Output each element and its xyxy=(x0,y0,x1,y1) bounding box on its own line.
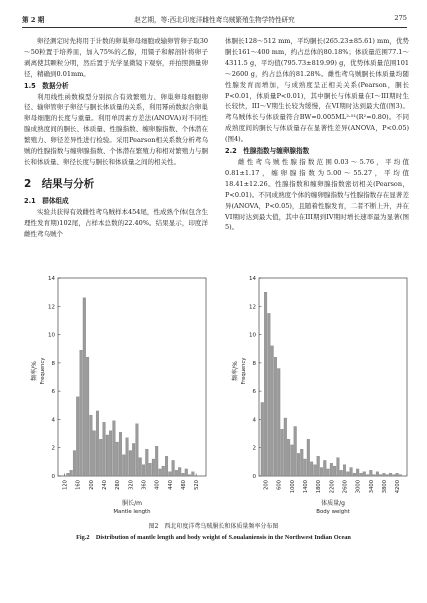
histogram-bar xyxy=(350,468,353,476)
histogram-bar xyxy=(376,472,379,476)
body-paragraph: 雌性鸢乌贼性腺指数范围0.03～5.76，平均值0.81±1.17，缠卵腺指数为5.00～55.27，平均值18.41±12.26。性腺指数和缠卵腺指数密切相关(Pearson，P<0.01)。不同成熟度个体的缠卵腺指数与性腺指数存在显著差异(ANOVA，P<0.05)，且随着性腺发育，二者不断上升，并在VI期时达到最大值，其中在III期到IV期时增长速率最为显著(图5)。 xyxy=(225,157,409,232)
histogram-bar xyxy=(106,435,109,476)
histogram-bar xyxy=(363,472,366,476)
histogram-bar xyxy=(304,459,307,476)
histogram-bar xyxy=(86,357,89,476)
body-paragraph: 卵径测定时先将用于计数的卵巢卵母细胞或输卵管卵子取30～50粒置于培养皿，加入75%的乙醇，用镊子和解剖针将卵子剥离使其颗粒分明，然后置于光学显微镜下观察，并拍照测量卵径，精确到0.01mm。 xyxy=(24,37,208,78)
body-weight-histogram xyxy=(223,272,413,516)
histogram-bar xyxy=(191,472,194,476)
histogram-bar xyxy=(90,415,93,476)
histogram-bar xyxy=(287,439,290,476)
histogram-bar xyxy=(159,469,162,476)
x-tick-label: 1000 xyxy=(289,480,296,494)
y-tick-label: 6 xyxy=(252,389,256,396)
histogram-bar xyxy=(264,292,267,476)
y-tick-label: 2 xyxy=(51,445,55,452)
histogram-bar xyxy=(297,453,300,476)
y-tick-label: 4 xyxy=(252,417,256,424)
histogram-bar xyxy=(396,473,399,476)
histogram-bar xyxy=(274,357,277,476)
y-tick-label: 12 xyxy=(249,304,256,311)
x-tick-label: 200 xyxy=(88,480,95,490)
histogram-bar xyxy=(70,470,73,476)
histogram-bar xyxy=(132,443,135,476)
y-tick-label: 8 xyxy=(51,360,55,367)
histogram-bar xyxy=(178,468,181,476)
histogram-bar xyxy=(182,473,185,476)
x-tick-label: 360 xyxy=(141,480,148,490)
histogram-bar xyxy=(353,473,356,476)
x-axis-label: 体质量/g xyxy=(321,500,345,507)
histogram-bar xyxy=(152,459,155,476)
histogram-bar xyxy=(399,475,402,476)
x-tick-label: 4200 xyxy=(395,480,402,494)
histogram-bar xyxy=(122,455,125,476)
y-axis-label-english: Frequency xyxy=(241,357,247,385)
histogram-bar xyxy=(281,429,284,476)
header-rule xyxy=(22,27,407,28)
x-tick-label: 480 xyxy=(180,480,187,490)
y-tick-label: 6 xyxy=(51,389,55,396)
histogram-bar xyxy=(116,442,119,476)
histogram-bar xyxy=(76,397,79,476)
subsection-heading: 1.5 数据分析 xyxy=(24,81,69,90)
histogram-bar xyxy=(175,470,178,476)
histogram-bar xyxy=(103,422,106,476)
histogram-bar xyxy=(80,350,83,476)
histogram-bar xyxy=(155,446,158,476)
histogram-bar xyxy=(366,475,369,476)
section-heading: 2 结果与分析 xyxy=(24,177,95,190)
histogram-bar xyxy=(383,473,386,476)
x-axis-label: 胴长/m xyxy=(122,500,142,507)
y-tick-label: 8 xyxy=(252,360,256,367)
histogram-bar xyxy=(73,451,76,476)
histogram-bar xyxy=(188,475,191,476)
histogram-bar xyxy=(389,473,392,476)
histogram-bar xyxy=(360,473,363,476)
histogram-bar xyxy=(93,431,96,476)
x-tick-label: 3800 xyxy=(381,480,388,494)
y-tick-label: 4 xyxy=(51,417,55,424)
histogram-bar xyxy=(113,421,116,476)
histogram-bar xyxy=(300,449,303,476)
right-text-column xyxy=(225,36,409,233)
subsection-heading: 2.2 性腺指数与缠卵腺指数 xyxy=(225,147,310,156)
x-axis-label-english: Mantle length xyxy=(113,509,151,515)
histogram-bar xyxy=(145,449,148,476)
y-tick-label: 10 xyxy=(249,332,256,339)
histogram-bar xyxy=(129,451,132,476)
histogram-bar xyxy=(168,472,171,476)
y-axis-label-english: Frequency xyxy=(40,357,46,385)
histogram-bar xyxy=(314,465,317,476)
histogram-bar xyxy=(268,313,271,476)
histogram-bar xyxy=(379,475,382,476)
issue-number: 第 2 期 xyxy=(22,16,45,24)
histogram-bar xyxy=(327,469,330,476)
left-text-column xyxy=(24,36,208,240)
histogram-bar xyxy=(346,472,349,476)
y-tick-label: 0 xyxy=(252,474,256,480)
histogram-bar xyxy=(109,431,112,476)
histogram-bar xyxy=(337,458,340,476)
histogram-bar xyxy=(373,475,376,476)
histogram-bar xyxy=(126,438,129,476)
y-tick-label: 14 xyxy=(48,276,55,282)
histogram-bar xyxy=(67,473,70,476)
subsection-heading: 2.1 群体组成 xyxy=(24,196,69,205)
histogram-bar xyxy=(139,458,142,476)
x-tick-label: 1400 xyxy=(303,480,310,494)
y-axis-label: 频率/% xyxy=(31,361,38,381)
histogram-bar xyxy=(271,346,274,476)
histogram-bar xyxy=(277,369,280,476)
body-paragraph: 利用线性函数模型分别拟合有效繁殖力、卵巢卵母细胞卵径、输卵管卵子卵径与胴长体质量的关系，利用幂函数拟合卵巢卵母细胞的长度与重量。利用单因素方差法(ANOVA)对不同性腺成熟度间的胴长、体质量、性腺指数、缠卵腺指数、个体潜在繁殖力、卵径差异性进行检验。采用Pearson相关系数分析鸢乌贼的性腺指数与缠卵腺指数、个体潜在繁殖力和相对繁殖力与胴长和体质量、卵径长度与胴长和体质量之间的相关性。 xyxy=(24,92,208,166)
histogram-bar xyxy=(330,463,333,476)
histogram-bar xyxy=(83,298,86,476)
histogram-bar xyxy=(284,418,287,476)
running-header xyxy=(22,14,407,28)
histogram-bar xyxy=(99,439,102,476)
histogram-bar xyxy=(291,445,294,476)
x-tick-label: 120 xyxy=(62,480,69,490)
y-axis-label: 频率/% xyxy=(232,361,239,381)
x-tick-label: 600 xyxy=(276,480,283,490)
x-tick-label: 320 xyxy=(128,480,135,490)
y-tick-label: 14 xyxy=(249,276,256,282)
x-tick-label: 2600 xyxy=(342,480,349,494)
histogram-bar xyxy=(136,424,139,476)
x-tick-label: 1800 xyxy=(316,480,323,494)
y-tick-label: 10 xyxy=(48,332,55,339)
body-paragraph: 体胴长128～512 mm，平均胴长(265.23±85.61) mm，优势胴长161～400 mm，约占总体的80.18%；体质量范围77.1～4311.5 g，平均值(795.73±819.99) g，优势体质量范围101～2600 g，约占总体的81.28%。雌性鸢乌贼胴长体质量均随性腺发育而增加，与成熟度呈正相关关系(Pearson，胴长P<0.01，体质量P<0.01)，其中胴长与体质量在I～III期时生长较快，III～V期生长较为缓慢，在VI期时达到最大值(图3)。鸢乌贼体长与体质量符合BW=0.005ML²·⁵¹(R²=0.80)。不同成熟度间的胴长与体质量存在显著性差异(ANOVA，P<0.05)(图4)。 xyxy=(225,37,409,144)
histogram-bar xyxy=(172,460,175,476)
page-number: 275 xyxy=(394,14,407,22)
histogram-bar xyxy=(185,469,188,476)
y-tick-label: 12 xyxy=(48,304,55,311)
x-tick-label: 240 xyxy=(102,480,109,490)
histogram-bar xyxy=(343,465,346,476)
histogram-bar xyxy=(149,463,152,476)
y-tick-label: 2 xyxy=(252,445,256,452)
histogram-bar xyxy=(162,466,165,476)
figure-caption-chinese: 图2 西北印度洋鸢乌贼胴长和体质量频率分布图 xyxy=(148,523,279,530)
histogram-bar xyxy=(96,411,99,476)
histogram-bar xyxy=(386,475,389,476)
x-tick-label: 2200 xyxy=(329,480,336,494)
x-tick-label: 440 xyxy=(167,480,174,490)
histogram-bar xyxy=(307,439,310,476)
x-tick-label: 200 xyxy=(263,480,270,490)
histogram-bar xyxy=(165,456,168,476)
x-tick-label: 160 xyxy=(75,480,82,490)
mantle-length-histogram xyxy=(22,272,212,516)
x-tick-label: 3000 xyxy=(355,480,362,494)
histogram-bar xyxy=(323,460,326,476)
histogram-bar xyxy=(119,432,122,476)
x-tick-label: 520 xyxy=(194,480,201,490)
histogram-bar xyxy=(261,402,264,476)
histogram-bar xyxy=(340,470,343,476)
figure-caption-english: Fig.2 Distribution of mantle length and body weight of S.oualaniensis in the Northwest Indian Ocean xyxy=(76,534,351,541)
body-paragraph: 实验共获得有效雌性鸢乌贼样本454尾，性成熟个体(包含生理性发育期)102尾，占样本总数的22.40%。结果显示，印度洋雌性鸢乌贼个 xyxy=(24,207,208,238)
histogram-bar xyxy=(294,427,297,477)
histogram-bar xyxy=(392,475,395,476)
histogram-bar xyxy=(310,462,313,476)
x-tick-label: 400 xyxy=(154,480,161,490)
running-title: 赵艺期，等:西北印度洋雌性鸢乌贼繁殖生物学特性研究 xyxy=(134,16,295,24)
y-tick-label: 0 xyxy=(51,474,55,480)
x-axis-label-english: Body weight xyxy=(316,509,350,515)
histogram-bar xyxy=(369,470,372,476)
histogram-bar xyxy=(317,456,320,476)
x-tick-label: 280 xyxy=(115,480,122,490)
histogram-bar xyxy=(142,465,145,476)
histogram-bar xyxy=(333,466,336,476)
x-tick-label: 3400 xyxy=(368,480,375,494)
histogram-bar xyxy=(320,468,323,476)
histogram-bar xyxy=(356,469,359,476)
